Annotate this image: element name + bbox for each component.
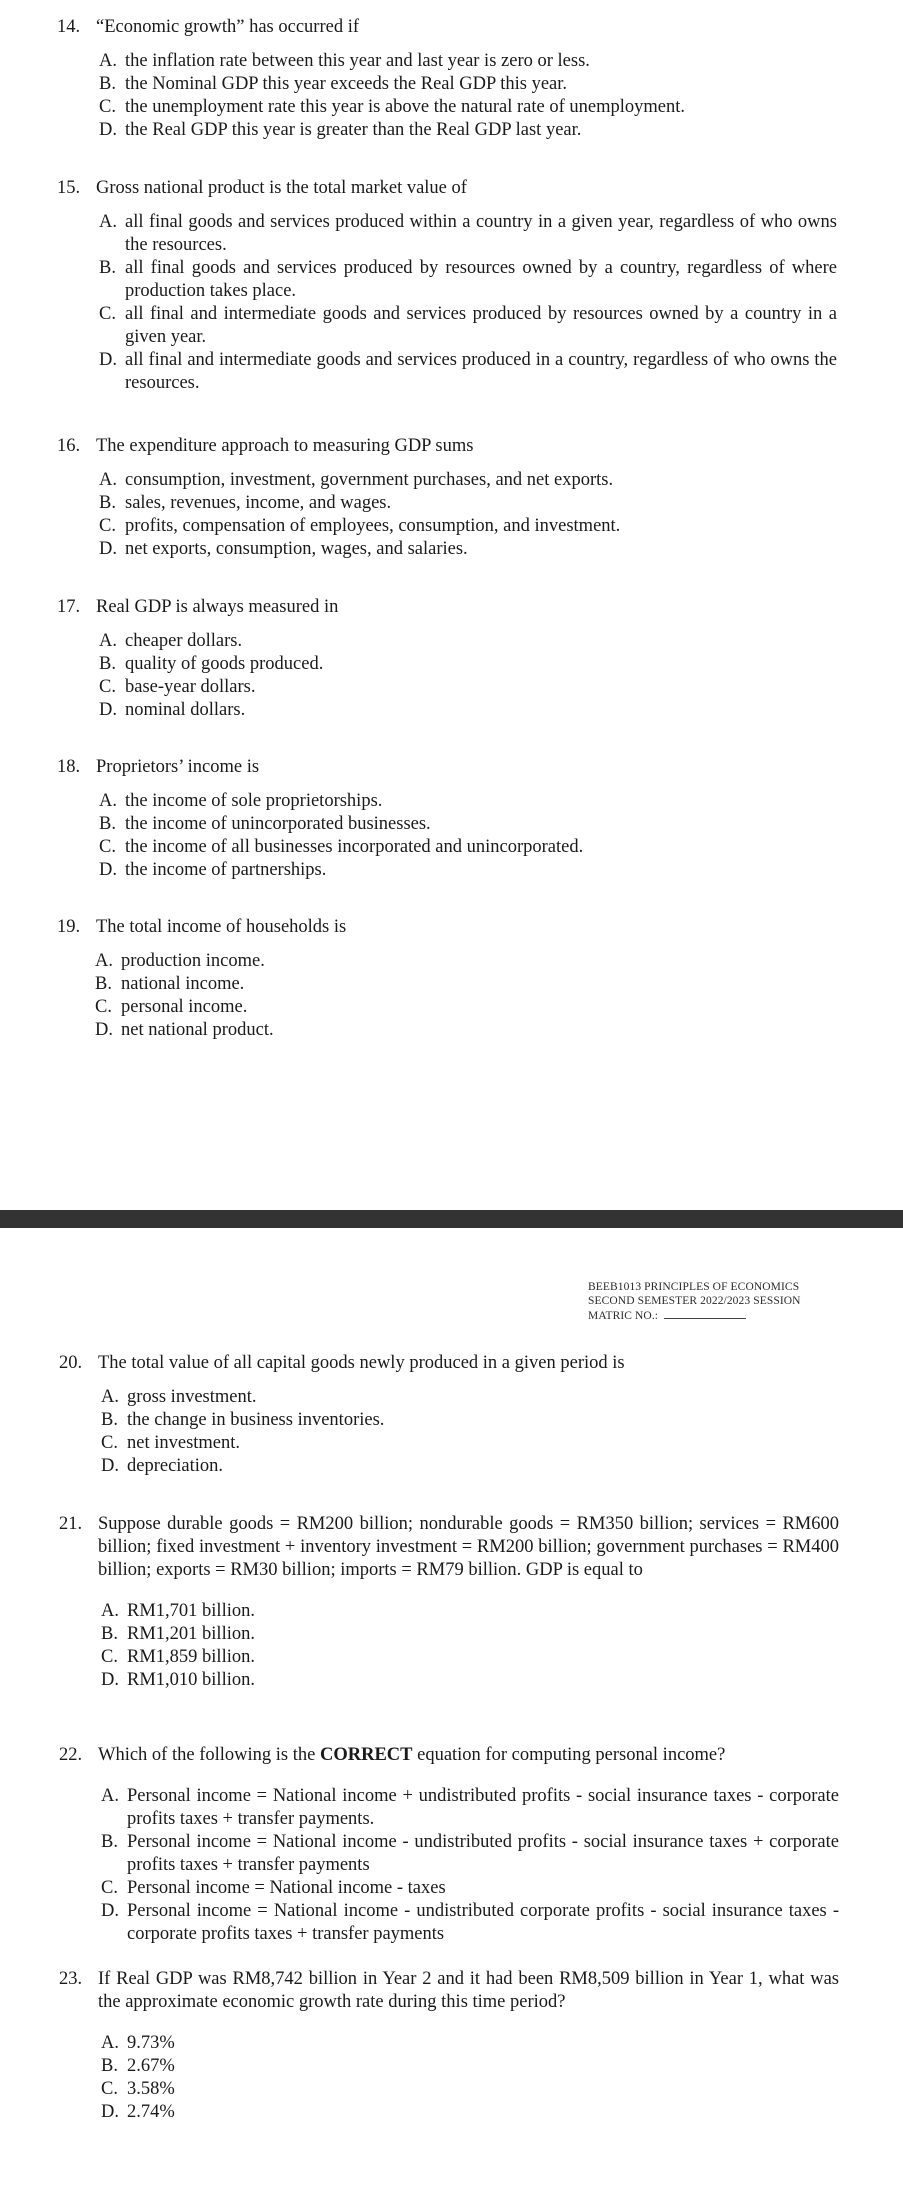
question-text: Real GDP is always measured in [96, 597, 339, 617]
option-letter: A. [101, 1786, 119, 1806]
option-text: the income of all businesses incorporated and unincorporated. [125, 837, 584, 857]
question-number: 20. [59, 1353, 83, 1373]
option-a [99, 50, 837, 73]
option-text: 3.58% [127, 2079, 175, 2099]
option-letter: C. [101, 1647, 118, 1667]
option-text: production income. [121, 951, 265, 971]
option-text: cheaper dollars. [125, 631, 243, 651]
option-text: consumption, investment, government purchases, and net exports. [125, 470, 614, 490]
question-number: 18. [57, 757, 81, 777]
option-letter: D. [95, 1020, 113, 1040]
question-number: 15. [57, 178, 81, 198]
option-letter: B. [101, 1410, 118, 1430]
option-text: all final and intermediate goods and services produced by resources owned by a country in a given year. [125, 304, 837, 347]
option-letter: D. [99, 539, 117, 559]
option-text: Personal income = National income - taxes [127, 1878, 446, 1898]
option-letter: D. [99, 860, 117, 880]
option-a [99, 211, 837, 257]
option-text: Personal income = National income - undistributed corporate profits - social insurance taxes - corporate profits taxes + transfer payments [127, 1901, 839, 1944]
question-19 [57, 916, 837, 1042]
option-b [99, 257, 837, 303]
option-a [101, 1386, 839, 1409]
option-letter: B. [101, 1832, 118, 1852]
option-text: RM1,201 billion. [127, 1624, 255, 1644]
option-letter: B. [101, 2056, 118, 2076]
option-d [95, 1019, 837, 1042]
option-letter: A. [101, 2033, 119, 2053]
option-letter: C. [95, 997, 112, 1017]
question-text: Gross national product is the total market value of [96, 178, 467, 198]
matric-label: MATRIC NO.: [588, 1310, 659, 1322]
option-d [101, 1669, 839, 1692]
question-number: 21. [59, 1514, 83, 1534]
option-letter: D. [101, 1670, 119, 1690]
option-letter: B. [99, 814, 116, 834]
option-d [99, 349, 837, 395]
option-letter: D. [101, 2102, 119, 2122]
option-text: RM1,859 billion. [127, 1647, 255, 1667]
option-letter: D. [101, 1901, 119, 1921]
matric-blank-line [664, 1308, 746, 1319]
session-label: SECOND SEMESTER 2022/2023 SESSION [588, 1295, 801, 1307]
option-d [99, 538, 837, 561]
question-23 [59, 1968, 839, 2124]
option-letter: A. [101, 1387, 119, 1407]
option-letter: C. [101, 1878, 118, 1898]
option-letter: A. [99, 51, 117, 71]
option-c [101, 1432, 839, 1455]
option-c [99, 676, 837, 699]
page-separator [0, 1210, 903, 1228]
option-text: 9.73% [127, 2033, 175, 2053]
question-text: The total value of all capital goods newly produced in a given period is [98, 1353, 625, 1373]
option-text: the income of sole proprietorships. [125, 791, 383, 811]
option-text: gross investment. [127, 1387, 257, 1407]
matric-number-field [588, 1308, 801, 1323]
option-letter: C. [99, 516, 116, 536]
option-text: quality of goods produced. [125, 654, 324, 674]
page-header [588, 1280, 801, 1323]
option-a [99, 790, 837, 813]
option-letter: A. [95, 951, 113, 971]
question-text: If Real GDP was RM8,742 billion in Year 2 and it had been RM8,509 billion in Year 1, what was the approximate economic growth rate during this time period? [98, 1969, 839, 2012]
question-text: The total income of households is [96, 917, 347, 937]
option-a [99, 630, 837, 653]
option-letter: B. [99, 493, 116, 513]
option-b [99, 813, 837, 836]
option-text: sales, revenues, income, and wages. [125, 493, 392, 513]
option-letter: A. [99, 631, 117, 651]
option-text: the unemployment rate this year is above the natural rate of unemployment. [125, 97, 685, 117]
question-20 [59, 1352, 839, 1478]
question-text-part: Which of the following is the [98, 1745, 320, 1765]
option-letter: D. [99, 350, 117, 370]
option-letter: C. [101, 1433, 118, 1453]
option-letter: B. [99, 74, 116, 94]
option-text: the income of unincorporated businesses. [125, 814, 431, 834]
question-21 [59, 1513, 839, 1692]
option-letter: C. [101, 2079, 118, 2099]
option-letter: B. [99, 258, 116, 278]
question-number: 17. [57, 597, 81, 617]
option-letter: A. [99, 212, 117, 232]
option-letter: B. [95, 974, 112, 994]
option-text: base-year dollars. [125, 677, 256, 697]
option-c [95, 996, 837, 1019]
option-c [99, 303, 837, 349]
option-b [101, 2055, 839, 2078]
option-text: RM1,010 billion. [127, 1670, 255, 1690]
option-b [99, 73, 837, 96]
question-text: Proprietors’ income is [96, 757, 260, 777]
option-text: national income. [121, 974, 245, 994]
option-c [99, 836, 837, 859]
option-text: Personal income = National income + undistributed profits - social insurance taxes - corporate profits taxes + transfer payments. [127, 1786, 839, 1829]
option-a [101, 1785, 839, 1831]
option-letter: C. [99, 677, 116, 697]
option-d [99, 119, 837, 142]
option-letter: B. [101, 1624, 118, 1644]
option-letter: A. [99, 470, 117, 490]
question-number: 14. [57, 17, 81, 37]
question-text: Suppose durable goods = RM200 billion; nondurable goods = RM350 billion; services = RM600 billion; fixed investment + inventory investment = RM200 billion; government purchases = RM400 billion; exports = RM30 billion; imports = RM79 billion. GDP is equal to [98, 1514, 839, 1580]
option-text: personal income. [121, 997, 248, 1017]
option-text: the income of partnerships. [125, 860, 327, 880]
option-a [101, 2032, 839, 2055]
option-letter: D. [99, 120, 117, 140]
option-a [101, 1600, 839, 1623]
question-text [98, 1744, 725, 1767]
option-d [101, 2101, 839, 2124]
option-text: net national product. [121, 1020, 274, 1040]
option-c [101, 2078, 839, 2101]
option-letter: C. [99, 97, 116, 117]
option-a [95, 950, 837, 973]
option-text: the inflation rate between this year and last year is zero or less. [125, 51, 590, 71]
option-letter: A. [101, 1601, 119, 1621]
question-text-part: equation for computing personal income? [412, 1745, 726, 1765]
option-text: all final goods and services produced by resources owned by a country, regardless of where production takes place. [125, 258, 837, 301]
option-a [99, 469, 837, 492]
option-text: Personal income = National income - undistributed profits - social insurance taxes + corporate profits taxes + transfer payments [127, 1832, 839, 1875]
option-letter: C. [99, 837, 116, 857]
question-text: “Economic growth” has occurred if [96, 17, 360, 37]
option-b [101, 1623, 839, 1646]
question-14 [57, 16, 837, 142]
question-number: 19. [57, 917, 81, 937]
option-d [101, 1900, 839, 1946]
option-d [99, 859, 837, 882]
option-letter: B. [99, 654, 116, 674]
option-b [101, 1409, 839, 1432]
exam-page-2 [0, 1228, 903, 2191]
option-text: all final goods and services produced within a country in a given year, regardless of who owns the resources. [125, 212, 837, 255]
option-text: the Real GDP this year is greater than the Real GDP last year. [125, 120, 582, 140]
option-d [101, 1455, 839, 1478]
option-b [99, 492, 837, 515]
option-text: depreciation. [127, 1456, 224, 1476]
question-number: 22. [59, 1745, 83, 1765]
question-number: 23. [59, 1969, 83, 1989]
option-d [99, 699, 837, 722]
course-title: BEEB1013 PRINCIPLES OF ECONOMICS [588, 1281, 800, 1293]
question-text: The expenditure approach to measuring GDP sums [96, 436, 474, 456]
option-text: net exports, consumption, wages, and salaries. [125, 539, 468, 559]
option-text: all final and intermediate goods and services produced in a country, regardless of who owns the resources. [125, 350, 837, 393]
option-text: the change in business inventories. [127, 1410, 385, 1430]
option-b [99, 653, 837, 676]
option-c [101, 1877, 839, 1900]
option-letter: A. [99, 791, 117, 811]
option-c [99, 96, 837, 119]
option-c [101, 1646, 839, 1669]
option-text: RM1,701 billion. [127, 1601, 255, 1621]
question-17 [57, 596, 837, 722]
option-text: nominal dollars. [125, 700, 246, 720]
option-text: 2.67% [127, 2056, 175, 2076]
option-text: net investment. [127, 1433, 241, 1453]
option-letter: D. [99, 700, 117, 720]
question-16 [57, 435, 837, 561]
question-22 [59, 1744, 839, 1946]
option-b [95, 973, 837, 996]
option-text: profits, compensation of employees, consumption, and investment. [125, 516, 621, 536]
option-letter: D. [101, 1456, 119, 1476]
option-c [99, 515, 837, 538]
question-15 [57, 177, 837, 395]
question-number: 16. [57, 436, 81, 456]
option-b [101, 1831, 839, 1877]
question-text-emphasis: CORRECT [319, 1745, 413, 1765]
option-text: the Nominal GDP this year exceeds the Real GDP this year. [125, 74, 568, 94]
option-letter: C. [99, 304, 116, 324]
option-text: 2.74% [127, 2102, 175, 2122]
question-18 [57, 756, 837, 882]
